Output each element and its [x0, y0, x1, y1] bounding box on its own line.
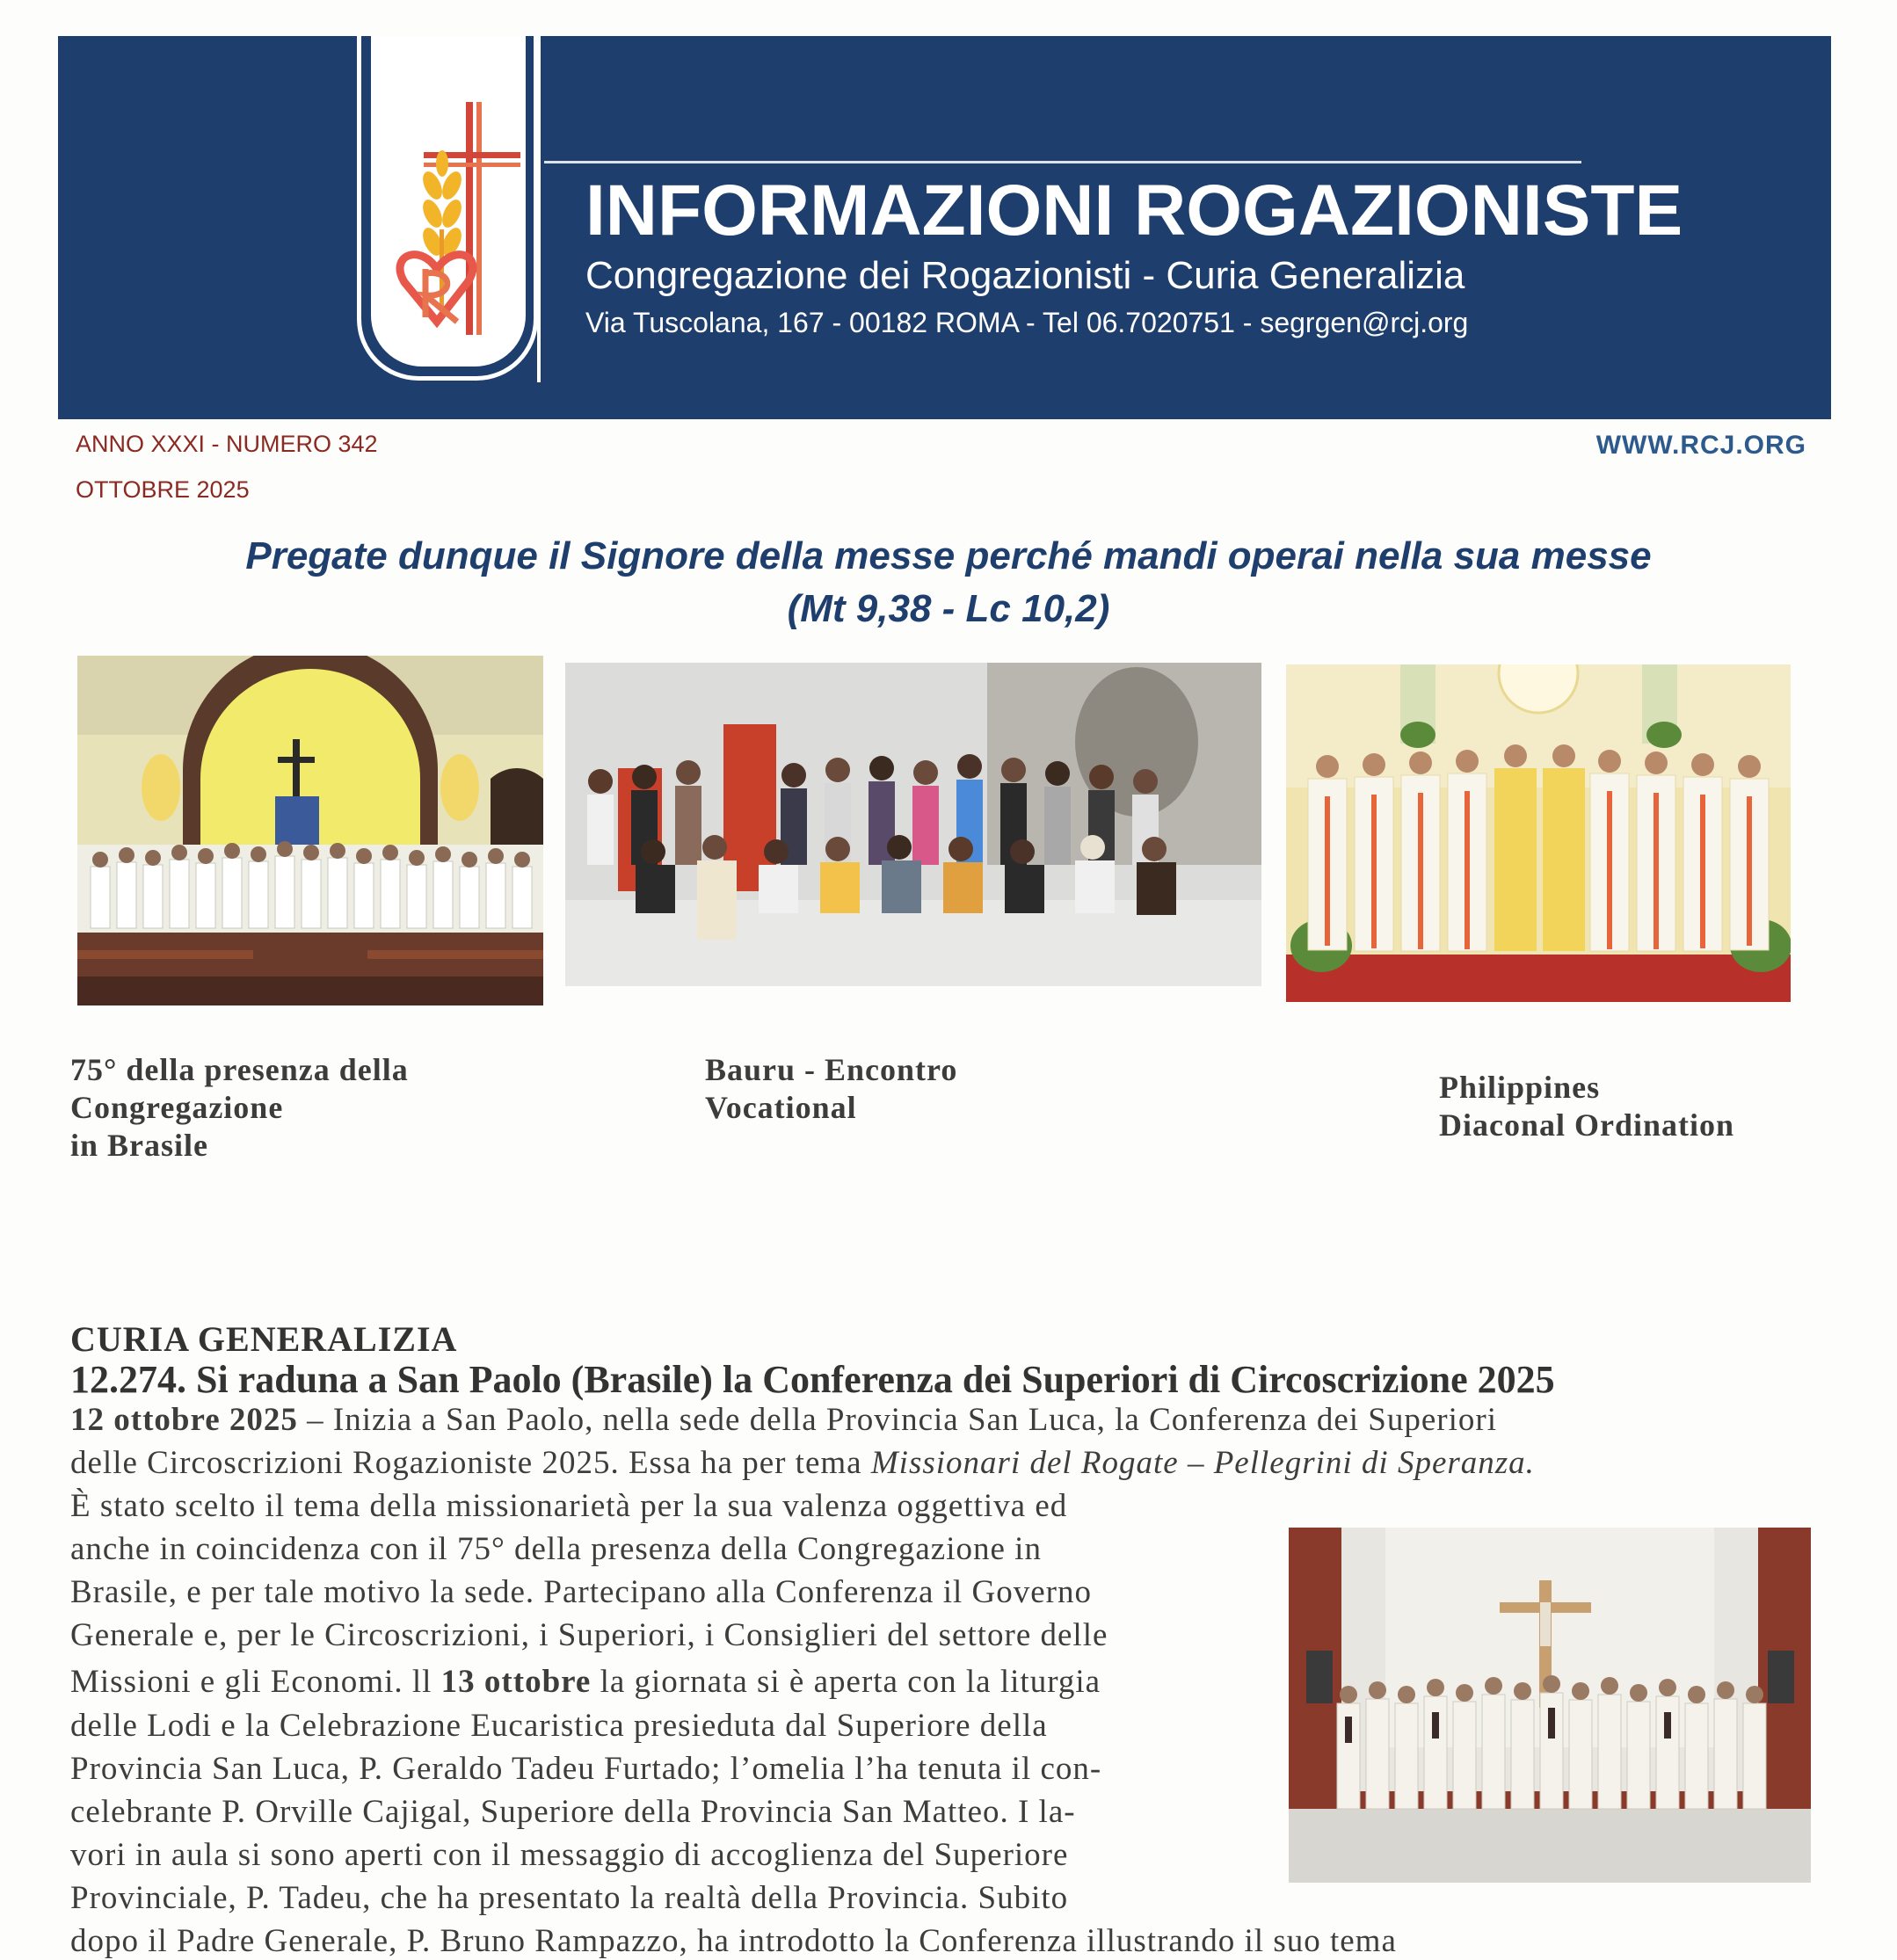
article-line: dopo il Padre Generale, P. Bruno Rampazzo, ha introdotto la Conferenza illustrando il suo tema [70, 1923, 1397, 1959]
motto-reference: (Mt 9,38 - Lc 10,2) [787, 587, 1110, 630]
publication-title: INFORMAZIONI ROGAZIONISTE [585, 171, 1683, 250]
publication-subtitle: Congregazione dei Rogazionisti - Curia Generalizia [585, 254, 1465, 297]
article-text: la giornata si è aperta con la liturgia [591, 1664, 1101, 1700]
article-text: delle Circoscrizioni Rogazioniste 2025. Essa ha per tema [70, 1445, 871, 1481]
article-line: Brasile, e per tale motivo la sede. Partecipano alla Conferenza il Governo [70, 1574, 1092, 1610]
article-text: ll [411, 1664, 441, 1700]
article-date: 12 ottobre 2025 [70, 1402, 298, 1438]
article-line: anche in coincidenza con il 75° della presenza della Congregazione in [70, 1531, 1042, 1567]
article-text: Missioni e gli Economi. [70, 1664, 412, 1700]
article-date: 13 ottobre [440, 1664, 592, 1700]
issue-date: OTTOBRE 2025 [76, 476, 250, 503]
caption-line: Vocational [705, 1090, 857, 1125]
photo-brazil-church [77, 656, 543, 1005]
article-theme: Missionari del Rogate – Pellegrini di Speranza. [870, 1445, 1535, 1481]
caption-line: Congregazione [70, 1090, 284, 1125]
article-line: Generale e, per le Circoscrizioni, i Superiori, i Consiglieri del settore delle [70, 1617, 1108, 1653]
rogationist-logo-icon [371, 36, 526, 367]
masthead-banner [58, 36, 1831, 419]
photo-conference-group [1289, 1528, 1811, 1883]
caption-line: Bauru - Encontro [705, 1052, 958, 1087]
article-line: vori in aula si sono aperti con il messaggio di accoglienza del Superiore [70, 1837, 1069, 1873]
photo-philippines-ordination [1286, 664, 1791, 1002]
article-line [70, 1444, 1535, 1482]
photo-bauru-group [565, 663, 1261, 986]
website-link[interactable]: WWW.RCJ.ORG [1595, 431, 1806, 460]
caption-line: Philippines [1439, 1070, 1601, 1105]
caption-philippines [1439, 1069, 1734, 1144]
article-line [70, 1401, 1497, 1439]
issue-number: ANNO XXXI - NUMERO 342 [76, 431, 378, 457]
article-line: È stato scelto il tema della missionarietà per la sua valenza oggettiva ed [70, 1488, 1068, 1524]
logo-divider [537, 36, 541, 382]
caption-brazil [70, 1051, 409, 1165]
publication-address: Via Tuscolana, 167 - 00182 ROMA - Tel 06.7020751 - segrgen@rcj.org [585, 307, 1469, 338]
caption-line: in Brasile [70, 1128, 209, 1163]
article-line [70, 1663, 1101, 1701]
article-line: Provincia San Luca, P. Geraldo Tadeu Furtado; l’omelia l’ha tenuta il con- [70, 1751, 1102, 1787]
article-line: delle Lodi e la Celebrazione Eucaristica presieduta dal Superiore della [70, 1708, 1048, 1744]
caption-bauru [705, 1051, 957, 1127]
logo-panel [371, 36, 526, 367]
section-heading: CURIA GENERALIZIA [70, 1319, 458, 1359]
article-line: Provinciale, P. Tadeu, che ha presentato la realtà della Provincia. Subito [70, 1880, 1069, 1916]
header-rule [544, 161, 1581, 163]
article-text: – Inizia a San Paolo, nella sede della Provincia San Luca, la Conferenza dei Superiori [297, 1402, 1498, 1438]
motto-line-1: Pregate dunque il Signore della messe perché mandi operai nella sua messe [245, 534, 1652, 577]
caption-line: Diaconal Ordination [1439, 1107, 1735, 1143]
article-title: 12.274. Si raduna a San Paolo (Brasile) la Conferenza dei Superiori di Circoscrizione 2025 [70, 1358, 1555, 1401]
caption-line: 75° della presenza della [70, 1052, 409, 1087]
article-line: celebrante P. Orville Cajigal, Superiore della Provincia San Matteo. I la- [70, 1794, 1076, 1830]
